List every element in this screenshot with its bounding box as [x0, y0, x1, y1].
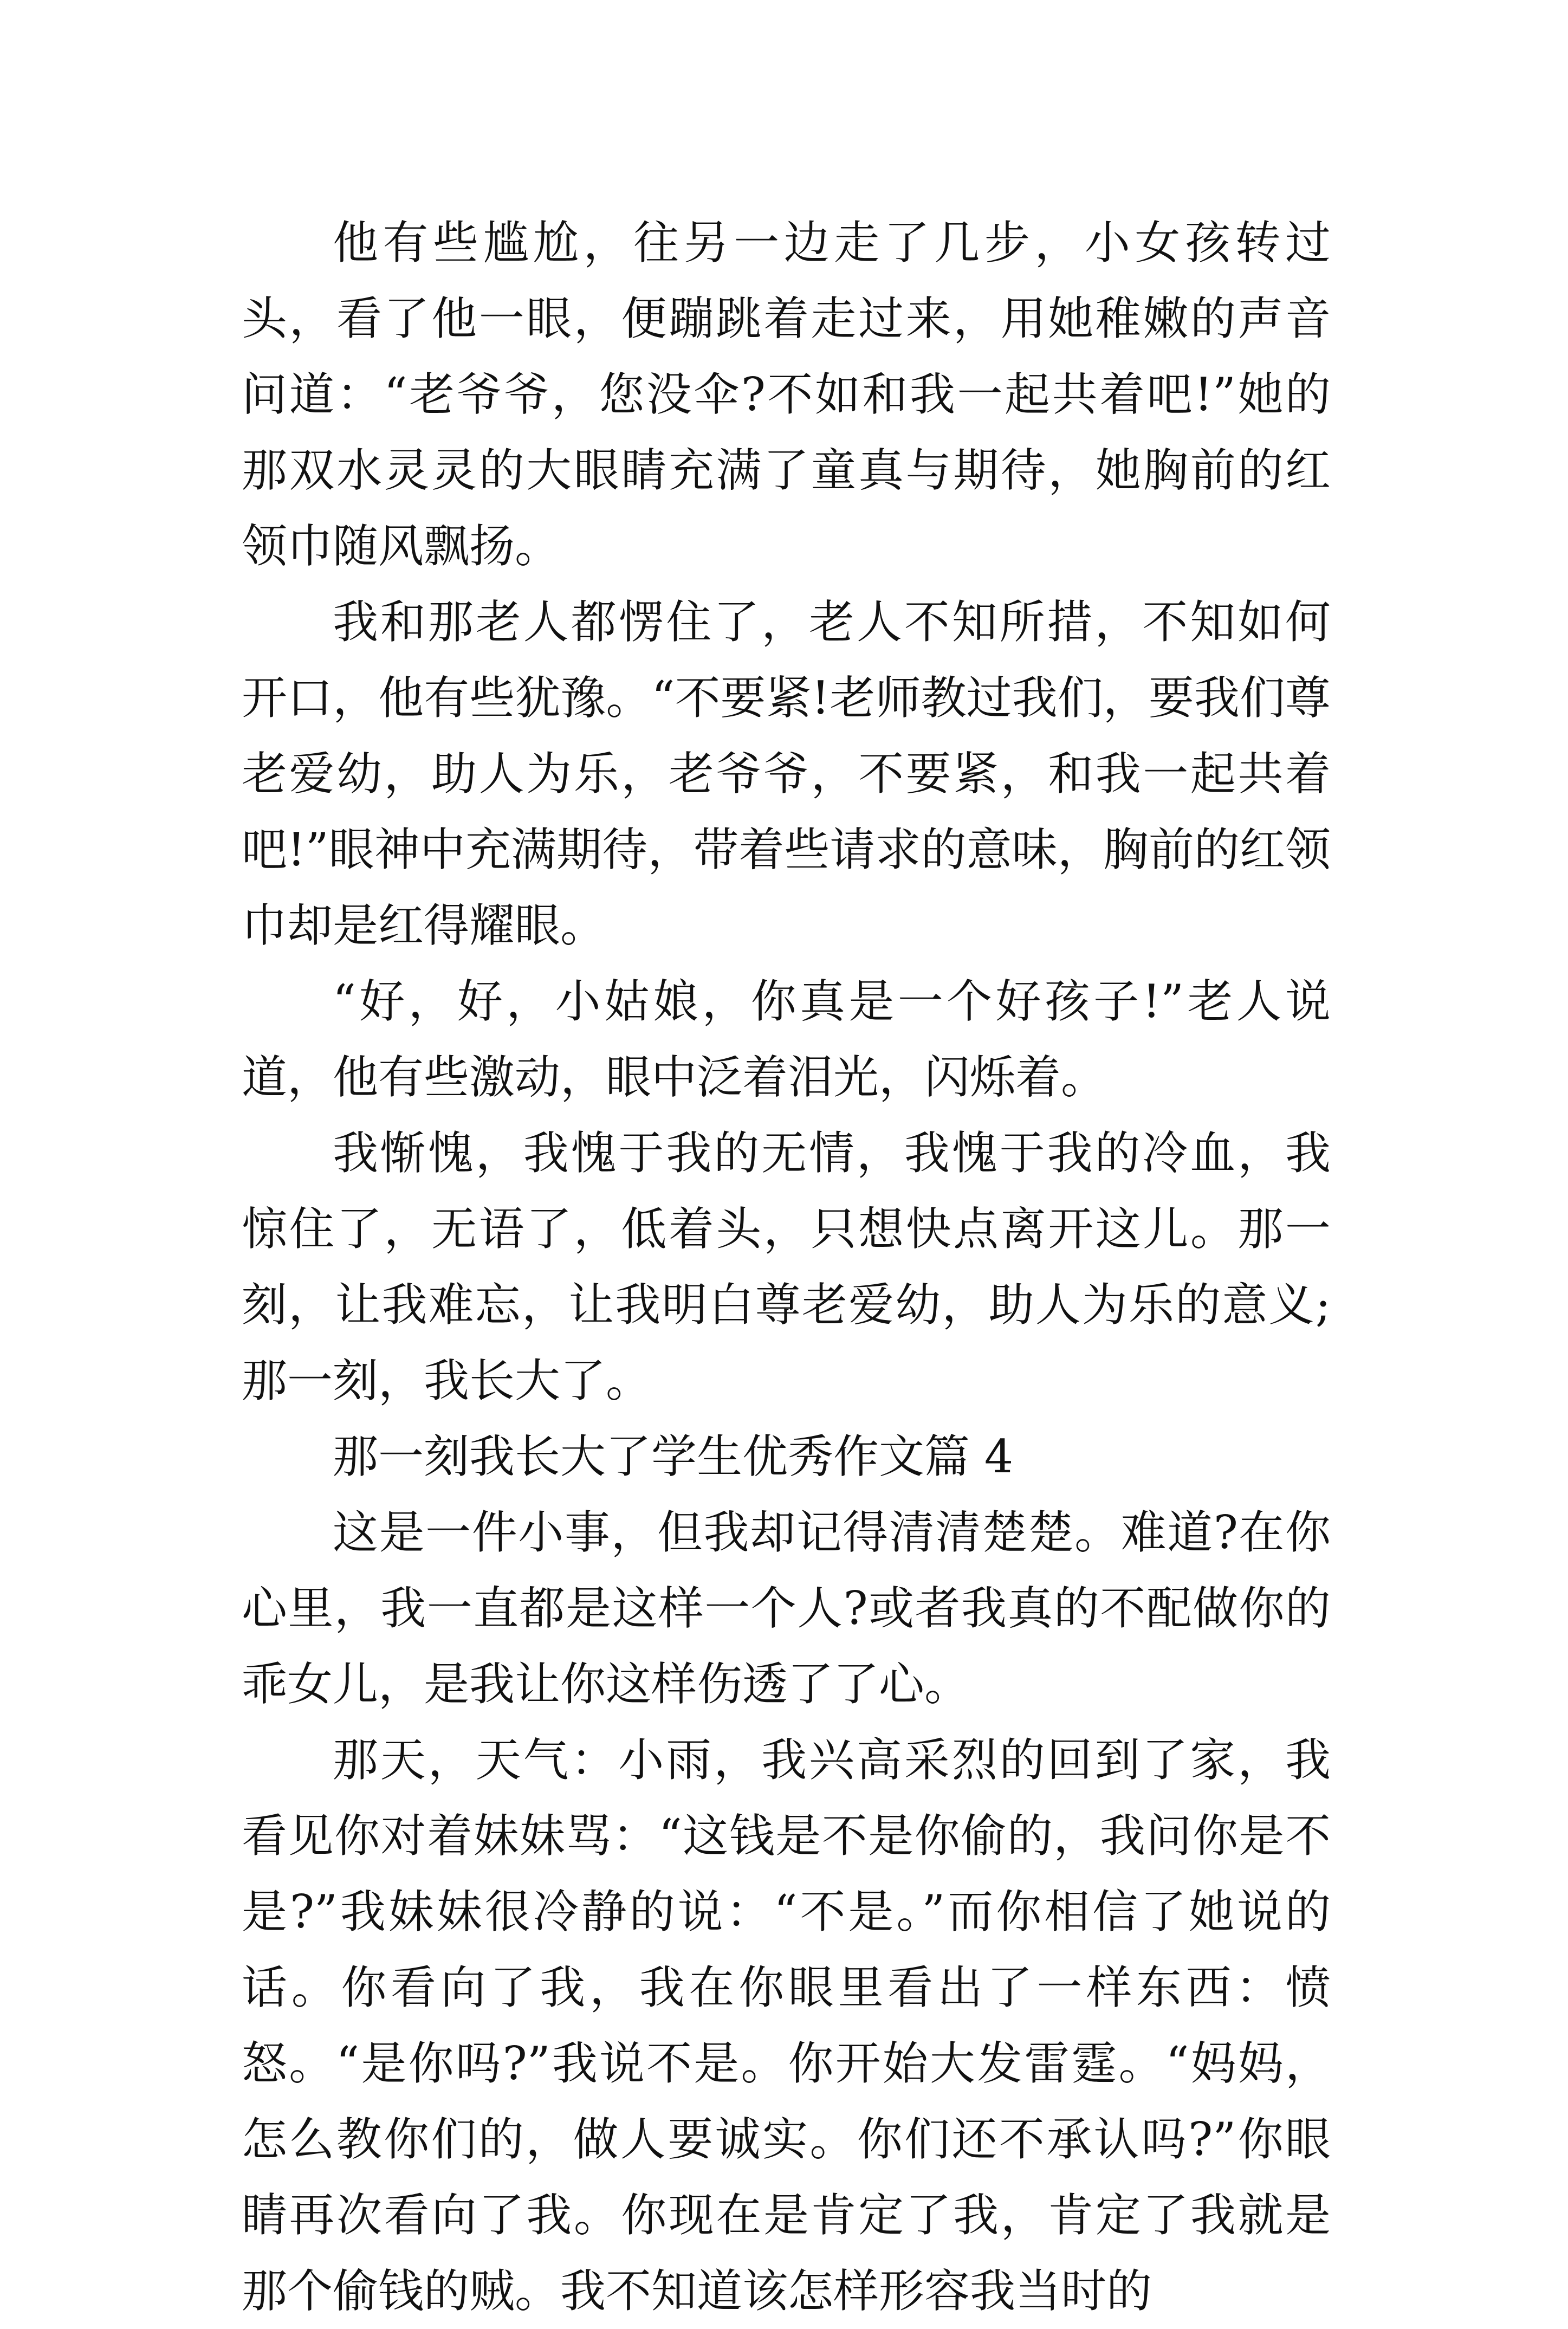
paragraph: 我惭愧，我愧于我的无情，我愧于我的冷血，我惊住了，无语了，低着头，只想快点离开这儿。那一刻，让我难忘，让我明白尊老爱幼，助人为乐的意义;那一刻，我长大了。	[242, 1127, 1331, 1407]
section-heading: 那一刻我长大了学生优秀作文篇 4	[333, 1430, 1014, 1483]
paragraph: 他有些尴尬，往另一边走了几步，小女孩转过头，看了他一眼，便蹦跳着走过来，用她稚嫩的声音问道：“老爷爷，您没伞?不如和我一起共着吧!”她的那双水灵灵的大眼睛充满了童真与期待，她胸前的红领巾随风飘扬。	[242, 216, 1331, 573]
paragraph: 我和那老人都愣住了，老人不知所措，不知如何开口，他有些犹豫。“不要紧!老师教过我们，要我们尊老爱幼，助人为乐，老爷爷，不要紧，和我一起共着吧!”眼神中充满期待，带着些请求的意味，胸前的红领巾却是红得耀眼。	[242, 596, 1331, 952]
paragraph: 这是一件小事，但我却记得清清楚楚。难道?在你心里，我一直都是这样一个人?或者我真的不配做你的乖女儿，是我让你这样伤透了了心。	[242, 1506, 1331, 1711]
paragraph: 那天，天气：小雨，我兴高采烈的回到了家，我看见你对着妹妹骂：“这钱是不是你偷的，我问你是不是?”我妹妹很冷静的说：“不是。”而你相信了她说的话。你看向了我，我在你眼里看出了一样东西：愤怒。“是你吗?”我说不是。你开始大发雷霆。“妈妈，怎么教你们的，做人要诚实。你们还不承认吗?”你眼睛再次看向了我。你现在是肯定了我，肯定了我就是那个偷钱的贼。我不知道该怎样形容我当时的	[242, 1733, 1331, 2318]
paragraph: “好，好，小姑娘，你真是一个好孩子!”老人说道，他有些激动，眼中泛着泪光，闪烁着。	[242, 975, 1331, 1104]
document-body	[242, 205, 1331, 2329]
